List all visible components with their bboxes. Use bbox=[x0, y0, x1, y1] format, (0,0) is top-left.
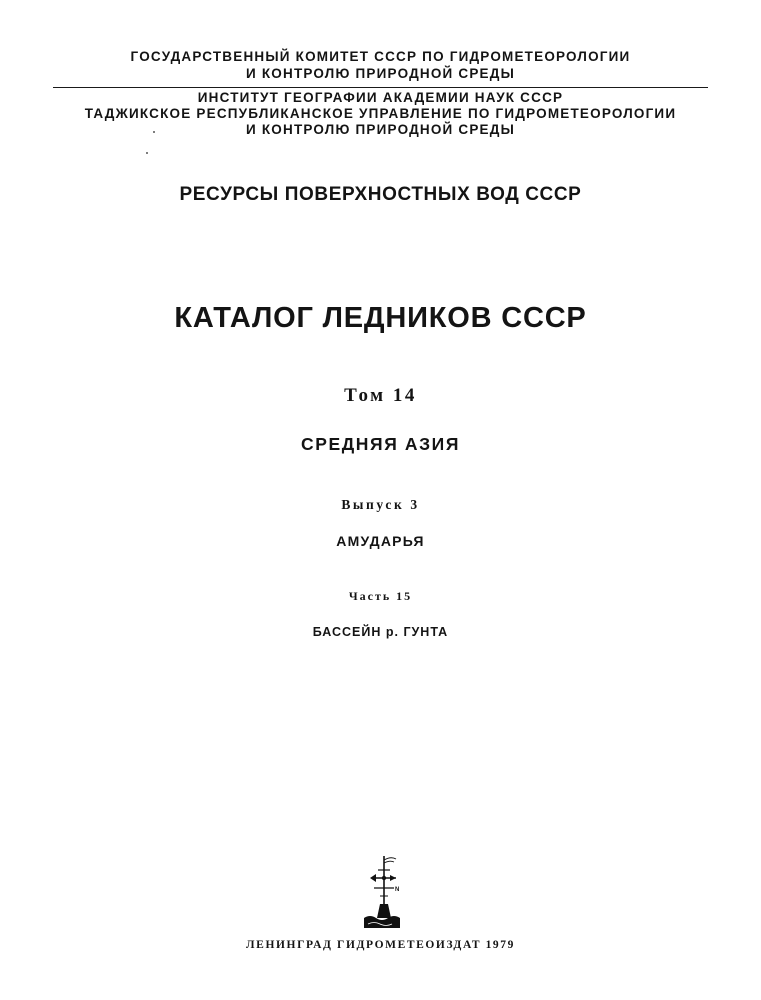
institute-name-line-2: ТАДЖИКСКОЕ РЕСПУБЛИКАНСКОЕ УПРАВЛЕНИЕ ПО ГИДРОМЕТЕОРОЛОГИИ bbox=[84, 106, 677, 121]
series-title: РЕСУРСЫ ПОВЕРХНОСТНЫХ ВОД СССР bbox=[179, 184, 582, 205]
svg-text:N: N bbox=[395, 887, 400, 893]
volume-number: Том 14 bbox=[344, 385, 417, 406]
committee-name-line-2: И КОНТРОЛЮ ПРИРОДНОЙ СРЕДЫ bbox=[246, 66, 515, 81]
issue-number: Выпуск 3 bbox=[341, 497, 420, 512]
river-title: АМУДАРЬЯ bbox=[336, 533, 425, 549]
scan-speck bbox=[153, 131, 155, 133]
weather-vane-emblem-icon bbox=[360, 852, 402, 930]
part-number: Часть 15 bbox=[348, 589, 413, 603]
scan-speck bbox=[146, 152, 148, 154]
basin-title: БАССЕЙН р. ГУНТА bbox=[312, 625, 449, 639]
institute-name-line-3: И КОНТРОЛЮ ПРИРОДНОЙ СРЕДЫ bbox=[246, 122, 515, 137]
publisher-imprint: ЛЕНИНГРАД ГИДРОМЕТЕОИЗДАТ 1979 bbox=[246, 939, 515, 951]
institute-name-line-1: ИНСТИТУТ ГЕОГРАФИИ АКАДЕМИИ НАУК СССР bbox=[197, 90, 564, 105]
catalog-title: КАТАЛОГ ЛЕДНИКОВ СССР bbox=[174, 302, 587, 334]
header-divider bbox=[53, 87, 708, 88]
committee-name-line-1: ГОСУДАРСТВЕННЫЙ КОМИТЕТ СССР ПО ГИДРОМЕТЕОРОЛОГИИ bbox=[130, 49, 631, 64]
region-title: СРЕДНЯЯ АЗИЯ bbox=[300, 434, 461, 454]
